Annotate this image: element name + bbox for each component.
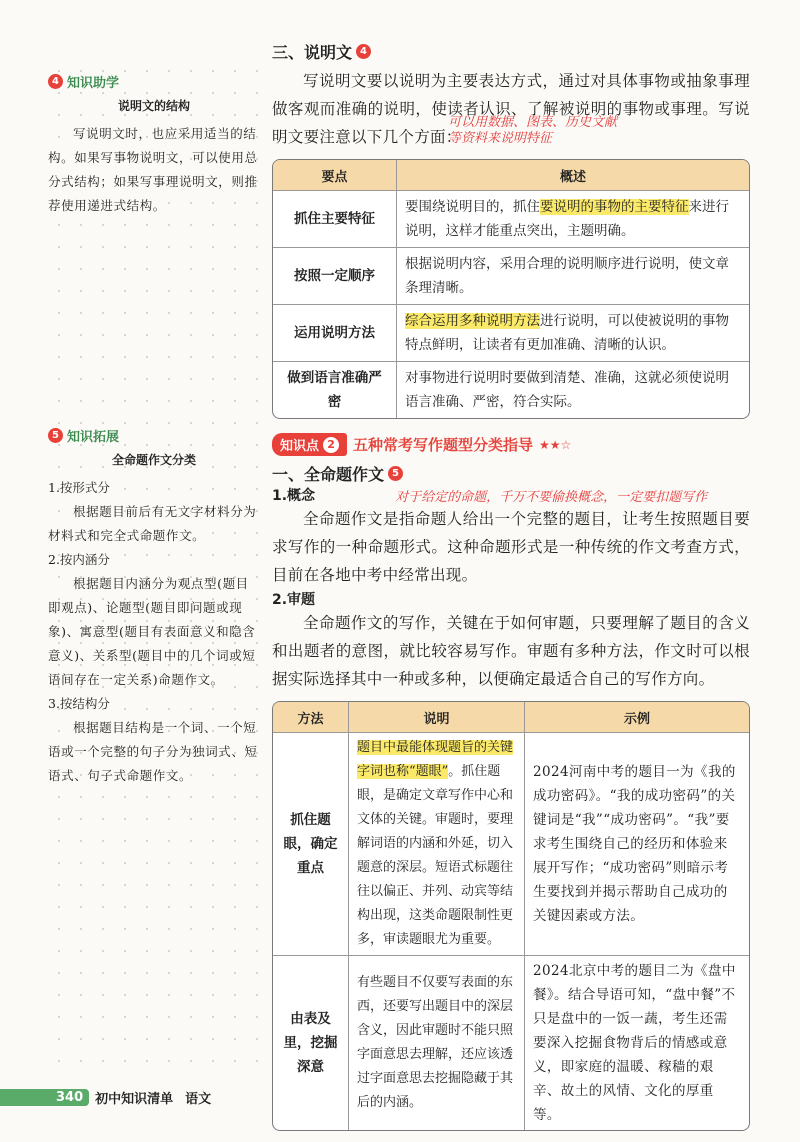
- knowledge-help-heading: 知识助学: [67, 76, 120, 91]
- note-ref-badge: 4: [356, 44, 371, 59]
- handwritten-note-1: 可以用数据、图表、历史文献 等资料来说明特征: [448, 115, 618, 146]
- expand-heading-3: 3.按结构分: [48, 696, 110, 711]
- expand-heading-1: 1.按形式分: [48, 480, 110, 495]
- expository-intro: 写说明文要以说明为主要表达方式，通过对具体事物或抽象事理做客观而准确的说明，使读者认识、了解被说明的事物或事理。写说明文要注意以下几个方面：: [272, 72, 750, 146]
- knowledge-expand-subtitle: 全命题作文分类: [111, 453, 196, 467]
- review-methods-table: [272, 701, 750, 1131]
- concept-heading: 1.概念: [272, 488, 316, 504]
- concept-text: 全命题作文是指命题人给出一个完整的题目，让考生按照题目要求写作的一种命题形式。这种命题形式是一种传统的作文考查方式，目前在各地中考中经常出现。: [272, 510, 750, 584]
- table-header-row: 方法 说明 示例: [273, 702, 749, 733]
- knowledge-point-tag: 知识点 2: [272, 433, 347, 456]
- highlight: 题目中最能体现题旨的关键字词也称“题眼”: [357, 740, 514, 779]
- knowledge-point-title: 五种常考写作题型分类指导: [353, 436, 534, 454]
- table-row: 抓住主要特征 要围绕说明目的，抓住要说明的事物的主要特征来进行说明，这样才能重点突出，主题明确。: [273, 191, 749, 248]
- review-text: 全命题作文的写作，关键在于如何审题，只要理解了题目的含义和出题者的意图，就比较容易写作。审题有多种方法，作文时可以根据实际选择其中一种或多种，以便确定最适合自己的写作方向。: [272, 614, 750, 688]
- knowledge-expand-box: [48, 426, 260, 788]
- table-header-row: 要点 概述: [273, 160, 749, 191]
- highlight: 要说明的事物的主要特征: [540, 199, 689, 215]
- table-row: 做到语言准确严密 对事物进行说明时要做到清楚、准确，这就必须使说明语言准确、严密，符合实际。: [273, 362, 749, 418]
- page-footer: [0, 1088, 211, 1107]
- section-expository-title: 三、说明文 4: [272, 40, 750, 63]
- knowledge-help-box: [48, 72, 260, 218]
- note-ref-badge: 5: [388, 466, 403, 481]
- knowledge-help-text: 写说明文时，也应采用适当的结构。如果写事物说明文，可以使用总分式结构；如果写事理说明文，则推荐使用递进式结构。: [48, 126, 258, 213]
- note-number-badge: 4: [48, 74, 63, 89]
- table-row: 抓住题眼，确定重点 题目中最能体现题旨的关键字词也称“题眼”。抓住题眼，是确定文章写作中心和文体的关键。审题时，要理解词语的内涵和外延，切入题意的深层。短语式标题往往以偏正、并列、动宾等结构出现，这类命题限制性更多，审读题眼尤为重要。 2024河南中考的题目一为《我的成功密码》。“我的成功密码”的关键词是“我”“成功密码”。“我”要求考生围绕自己的经历和体验来展开写作；“成功密码”则暗示考生要找到并揭示帮助自己成功的关键因素或方法。: [273, 733, 749, 956]
- expository-table: [272, 159, 750, 419]
- main-column: [272, 40, 750, 1131]
- handwritten-note-2: 对于给定的命题，千万不要偷换概念，一定要扣题写作: [395, 489, 708, 505]
- highlight: 综合运用多种说明方法: [405, 313, 540, 329]
- expand-heading-2: 2.按内涵分: [48, 552, 110, 567]
- sidebar: [48, 60, 260, 1072]
- knowledge-point-bar: [272, 433, 750, 456]
- knowledge-help-subtitle: 说明文的结构: [117, 99, 190, 113]
- section-full-topic-title: 一、全命题作文 5: [272, 462, 750, 485]
- expand-text-2: 根据题目内涵分为观点型(题目即观点)、论题型(题目即问题或现象)、寓意型(题目有表面意义和隐含意义)、关系型(题目中的几个词或短语间存在一定关系)命题作文。: [48, 576, 256, 687]
- note-number-badge: 5: [48, 428, 63, 443]
- table-row: 运用说明方法 综合运用多种说明方法进行说明，可以使被说明的事物特点鲜明，让读者有更加准确、清晰的认识。: [273, 305, 749, 362]
- knowledge-expand-heading: 知识拓展: [67, 430, 120, 445]
- book-title: 初中知识清单: [95, 1092, 174, 1107]
- table-row: 按照一定顺序 根据说明内容，采用合理的说明顺序进行说明，使文章条理清晰。: [273, 248, 749, 305]
- difficulty-stars-icon: ★★☆: [539, 437, 572, 452]
- table-row: 由表及里，挖掘深意 有些题目不仅要写表面的东西，还要写出题目中的深层含义，因此审题时不能只照字面意思去理解，还应该透过字面意思去挖掘隐藏于其后的内涵。 2024北京中考的题目二为《盘中餐》。结合导语可知，“盘中餐”不只是盘中的一饭一蔬，考生还需要深入挖掘食物背后的情感或意义，即家庭的温暖、稼穑的艰辛、故土的风情、文化的厚重等。: [273, 956, 749, 1130]
- page-number: 340: [0, 1089, 89, 1106]
- expand-text-1: 根据题目前后有无文字材料分为材料式和完全式命题作文。: [48, 504, 257, 543]
- review-heading: 2.审题: [272, 592, 316, 608]
- subject-label: 语文: [185, 1092, 212, 1107]
- expand-text-3: 根据题目结构是一个词、一个短语或一个完整的句子分为独词式、短语式、句子式命题作文。: [48, 720, 258, 783]
